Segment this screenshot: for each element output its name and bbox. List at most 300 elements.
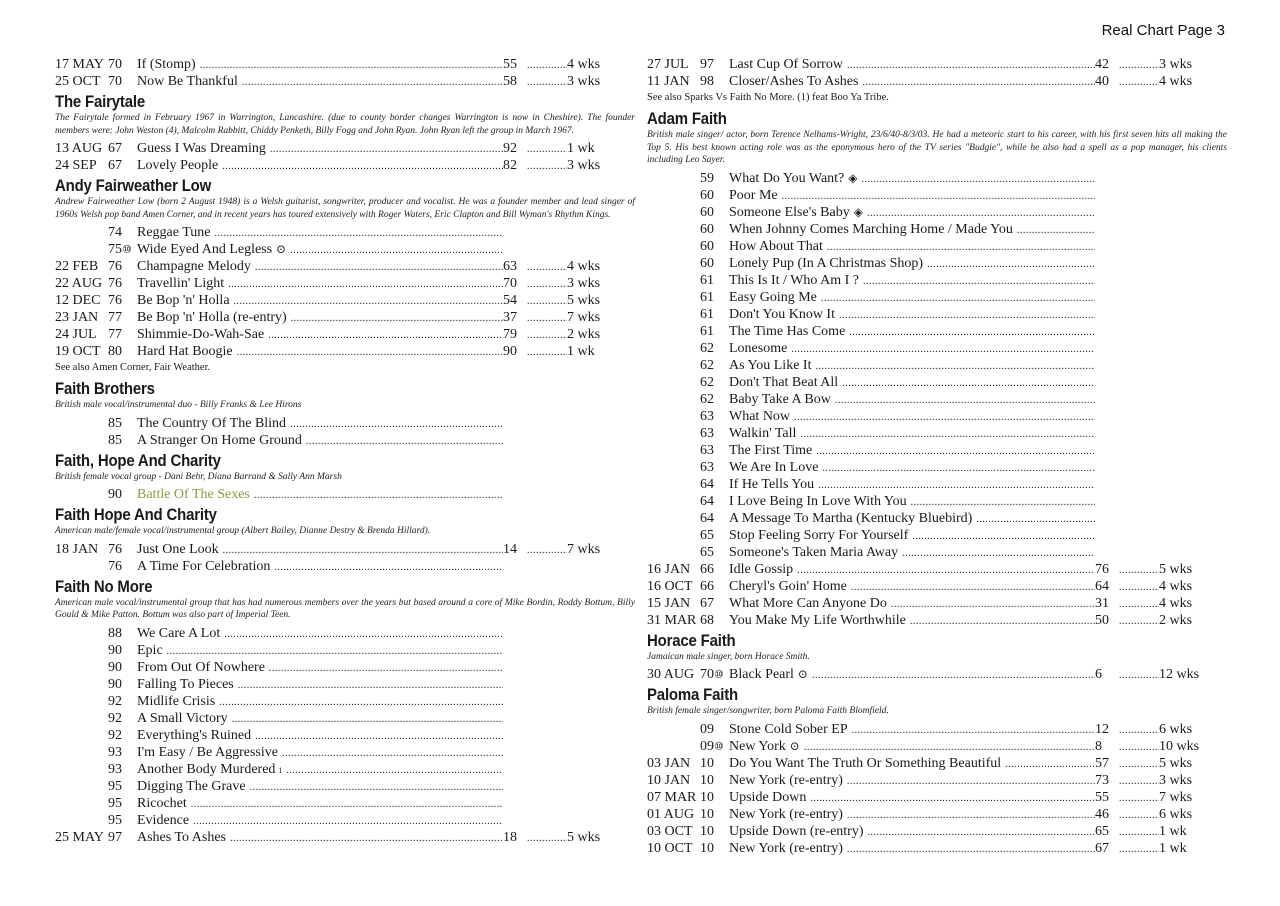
entry-title-wrap <box>137 486 503 504</box>
entry-date <box>647 255 729 272</box>
artist-heading: Faith Brothers <box>55 379 155 398</box>
peak-position: 42 <box>1095 57 1109 72</box>
entry-title-wrap <box>729 738 1095 756</box>
chart-entry <box>647 73 1227 90</box>
entry-year: 67 <box>108 141 122 156</box>
entry-year: 66 <box>700 578 714 594</box>
leader-dots <box>189 813 503 830</box>
chart-entry <box>647 56 1227 73</box>
leader-dots <box>211 225 504 242</box>
leader-dots <box>1113 807 1159 824</box>
chart-entry <box>55 486 635 503</box>
entry-title-wrap <box>729 391 1095 409</box>
leader-dots <box>812 443 1095 460</box>
entry-year: 90 <box>108 659 122 675</box>
entry-title-wrap <box>137 309 503 327</box>
chart-entry <box>647 238 1227 255</box>
entry-title: The First Time <box>729 442 813 458</box>
entry-date <box>647 561 729 578</box>
entry-date <box>55 625 137 642</box>
leader-dots <box>224 276 503 293</box>
entry-title-wrap <box>729 442 1095 460</box>
entry-title: If He Tells You <box>729 476 815 492</box>
entry-title: Another Body Murdered <box>137 761 276 777</box>
leader-dots <box>1113 613 1159 630</box>
entry-date <box>55 73 137 90</box>
entry-date <box>647 374 729 391</box>
peak-position: 40 <box>1095 74 1109 89</box>
entry-date <box>647 340 729 357</box>
entry-year: 66 <box>700 561 714 577</box>
entry-date <box>647 73 729 90</box>
entry-title-wrap <box>137 693 503 711</box>
leader-dots <box>906 613 1095 630</box>
entry-date <box>647 170 729 187</box>
number-one-icon: ⑩ <box>122 244 132 256</box>
weeks-on-chart: 5 wks <box>567 293 601 308</box>
leader-dots <box>1013 222 1095 239</box>
chart-entry <box>55 829 635 846</box>
leader-dots <box>835 307 1095 324</box>
entry-title-wrap <box>137 558 503 576</box>
leader-dots <box>302 433 503 450</box>
entry-title-wrap <box>137 140 503 158</box>
entry-title-wrap <box>729 170 1095 188</box>
leader-dots <box>266 141 503 158</box>
peak-position: 63 <box>503 259 517 274</box>
entry-title-wrap <box>137 727 503 745</box>
entry-title-wrap <box>729 806 1095 824</box>
chart-entry <box>647 323 1227 340</box>
leader-dots <box>887 596 1095 613</box>
entry-title-wrap <box>137 415 503 433</box>
leader-dots <box>848 722 1095 739</box>
entry-date <box>55 829 137 846</box>
see-also-note: See also Amen Corner, Fair Weather. <box>55 362 211 373</box>
entry-title: Poor Me <box>729 187 778 203</box>
entry-year: 62 <box>700 391 714 407</box>
entry-title-wrap <box>137 56 503 74</box>
leader-dots <box>793 562 1095 579</box>
weeks-on-chart: 4 wks <box>567 259 601 274</box>
entry-date <box>55 258 137 275</box>
leader-dots <box>843 807 1095 824</box>
weeks-on-chart: 10 wks <box>1159 738 1200 754</box>
entry-title-wrap <box>137 73 503 91</box>
entry-title: From Out Of Nowhere <box>137 659 265 675</box>
entry-day-month: 12 DEC <box>55 293 101 308</box>
leader-dots <box>286 242 503 259</box>
chart-entry <box>55 795 635 812</box>
leader-dots <box>806 790 1095 807</box>
entry-day-month: 01 AUG <box>647 806 695 822</box>
leader-dots <box>220 626 503 643</box>
entry-year: 98 <box>700 74 714 89</box>
artist-description: The Fairytale formed in February 1967 in Warrington, Lancashire. (due to county border changes Warrington is now in Cheshire). The founder members were: John Weston (4), Malcolm Rabbitt, Chiddy Penketh, Billy Fogg and John Ryan. John Ryan left the group in March 1967. <box>55 113 635 136</box>
weeks-on-chart: 6 wks <box>1159 721 1193 737</box>
entry-date <box>647 510 729 527</box>
entry-title: Hard Hat Boogie <box>137 344 233 359</box>
entry-day-month: 27 JUL <box>647 57 689 72</box>
entry-title: You Make My Life Worthwhile <box>729 612 906 628</box>
entry-year: 76 <box>108 558 122 574</box>
peak-position: 54 <box>503 293 517 308</box>
entry-title-wrap <box>729 840 1095 858</box>
entry-title: New York <box>729 738 786 754</box>
right-column <box>647 56 1227 857</box>
chart-entry <box>647 544 1227 561</box>
leader-dots <box>163 643 503 660</box>
entry-year: 62 <box>700 357 714 373</box>
footnote-marker: 1 <box>278 765 283 775</box>
entry-date <box>55 275 137 292</box>
entry-year: 63 <box>700 425 714 441</box>
entry-date <box>647 578 729 595</box>
entry-title-wrap <box>137 744 503 762</box>
circled-dot-icon: ⊙ <box>276 242 287 256</box>
entry-title-wrap <box>729 323 1095 341</box>
leader-dots <box>808 667 1095 684</box>
chart-entry <box>55 275 635 292</box>
entry-title: Black Pearl <box>729 667 794 682</box>
leader-dots <box>521 259 567 276</box>
chart-entry <box>55 710 635 727</box>
entry-title: If (Stomp) <box>137 57 196 72</box>
leader-dots <box>1113 722 1159 739</box>
weeks-on-chart: 7 wks <box>1159 789 1193 805</box>
entry-date <box>647 738 729 756</box>
entry-year: 09 <box>700 738 714 754</box>
artist-heading: Faith, Hope And Charity <box>55 450 221 470</box>
entry-day-month: 22 FEB <box>55 259 99 274</box>
entry-date <box>647 666 729 684</box>
weeks-on-chart: 5 wks <box>1159 755 1193 771</box>
artist-heading: Faith Hope And Charity <box>55 505 217 524</box>
entry-title: We Are In Love <box>729 459 819 475</box>
entry-title: Do You Want The Truth Or Something Beautiful <box>729 755 1002 771</box>
leader-dots <box>863 205 1095 222</box>
leader-dots <box>270 559 503 576</box>
peak-position: 18 <box>503 829 517 845</box>
entry-year: 61 <box>700 272 714 288</box>
entry-date <box>55 710 137 727</box>
entry-year: 09 <box>700 721 714 737</box>
peak-position: 70 <box>503 276 517 291</box>
entry-title: Don't You Know It <box>729 306 835 322</box>
entry-year: 90 <box>108 676 122 692</box>
number-one-icon: ⑩ <box>714 669 724 681</box>
leader-dots <box>521 344 567 361</box>
entry-title: Digging The Grave <box>137 778 246 794</box>
chart-entry <box>55 292 635 309</box>
artist-heading: The Fairytale <box>55 92 146 111</box>
entry-year: 92 <box>108 727 122 743</box>
artist-description: American male vocal/instrumental group that has had numerous members over the years but based around a core of Mike Bordin, Roddy Bottum, Billy Gould & Mike Patton. Bottum was also part of Imperial Teen. <box>55 597 635 620</box>
entry-date <box>647 357 729 374</box>
chart-entry <box>55 343 635 360</box>
entry-title: I Love Being In Love With You <box>729 493 907 509</box>
entry-year: 67 <box>700 595 714 611</box>
entry-year: 61 <box>700 289 714 305</box>
weeks-on-chart: 3 wks <box>567 276 601 291</box>
leader-dots <box>219 542 503 559</box>
entry-title: What Now <box>729 408 791 424</box>
peak-position: 12 <box>1095 721 1109 737</box>
entry-day-month: 24 JUL <box>55 327 97 342</box>
leader-dots <box>907 494 1095 511</box>
chart-entry <box>55 241 635 258</box>
entry-day-month: 17 MAY <box>55 57 104 72</box>
entry-year: 62 <box>700 340 714 356</box>
leader-dots <box>1113 824 1159 841</box>
weeks-on-chart: 3 wks <box>1159 772 1193 788</box>
entry-title: Lonely Pup (In A Christmas Shop) <box>729 255 924 271</box>
entry-date <box>55 558 137 575</box>
entry-date <box>55 343 137 360</box>
weeks-on-chart: 1 wk <box>567 141 595 156</box>
entry-year: 64 <box>700 493 714 509</box>
leader-dots <box>286 416 503 433</box>
peak-position: 92 <box>503 141 517 156</box>
circled-dot-icon: ⊙ <box>789 738 800 753</box>
chart-entry <box>55 432 635 449</box>
chart-entry <box>647 408 1227 425</box>
entry-title: Everything's Ruined <box>137 727 252 743</box>
chart-entry <box>647 442 1227 459</box>
entry-title: Walkin' Tall <box>729 425 797 441</box>
entry-year: 90 <box>108 642 122 658</box>
leader-dots <box>1113 596 1159 613</box>
entry-year: 75 <box>108 242 122 257</box>
entry-date <box>647 425 729 442</box>
entry-title: What Do You Want? <box>729 170 845 186</box>
leader-dots <box>1113 579 1159 596</box>
peak-position: 14 <box>503 541 517 557</box>
entry-title-wrap <box>729 595 1095 613</box>
chart-entry <box>647 374 1227 391</box>
entry-date <box>55 659 137 676</box>
chart-entry <box>647 289 1227 306</box>
leader-dots <box>251 728 503 745</box>
entry-date <box>55 744 137 761</box>
entry-title: Champagne Melody <box>137 259 251 274</box>
leader-dots <box>823 239 1095 256</box>
entry-date <box>647 272 729 289</box>
leader-dots <box>1113 841 1159 858</box>
leader-dots <box>521 542 567 559</box>
leader-dots <box>1113 756 1159 773</box>
leader-dots <box>218 158 503 175</box>
weeks-on-chart: 3 wks <box>1159 57 1193 72</box>
peak-position: 67 <box>1095 840 1109 856</box>
entry-date <box>647 306 729 323</box>
circled-dot-icon: ⊙ <box>797 667 808 681</box>
leader-dots <box>1113 57 1159 74</box>
entry-day-month: 23 JAN <box>55 310 99 325</box>
entry-title-wrap <box>137 676 503 694</box>
entry-title: Ashes To Ashes <box>137 829 226 845</box>
weeks-on-chart: 6 wks <box>1159 806 1193 822</box>
leader-dots <box>811 358 1095 375</box>
entry-year: 97 <box>108 829 122 845</box>
entry-title-wrap <box>729 721 1095 739</box>
chart-entry <box>647 340 1227 357</box>
entry-title: Guess I Was Dreaming <box>137 141 266 156</box>
entry-year: 60 <box>700 255 714 271</box>
entry-date <box>647 221 729 238</box>
entry-title-wrap <box>729 306 1095 324</box>
leader-dots <box>814 477 1095 494</box>
chart-entry <box>647 476 1227 493</box>
entry-title-wrap <box>137 224 503 242</box>
chart-entry <box>647 789 1227 806</box>
entry-title-wrap <box>137 541 503 559</box>
leader-dots <box>521 74 567 91</box>
peak-position: 65 <box>1095 823 1109 839</box>
leader-dots <box>838 375 1095 392</box>
weeks-on-chart: 4 wks <box>1159 578 1193 594</box>
chart-entry <box>647 772 1227 789</box>
entry-date <box>647 789 729 806</box>
peak-position: 8 <box>1095 738 1102 754</box>
leader-dots <box>264 327 503 344</box>
entry-title: When Johnny Comes Marching Home / Made You <box>729 221 1013 237</box>
leader-dots <box>778 188 1095 205</box>
entry-date <box>55 140 137 157</box>
entry-title-wrap <box>729 476 1095 494</box>
entry-date <box>55 157 137 174</box>
entry-day-month: 03 JAN <box>647 755 691 771</box>
chart-entry <box>647 204 1227 221</box>
leader-dots <box>250 487 503 504</box>
leader-dots <box>226 830 503 847</box>
leader-dots <box>847 579 1095 596</box>
entry-title: Upside Down <box>729 789 807 805</box>
left-column <box>55 56 635 846</box>
chart-entry <box>647 357 1227 374</box>
weeks-on-chart: 3 wks <box>567 74 601 89</box>
leader-dots <box>521 830 567 847</box>
diamond-icon: ◈ <box>853 204 863 219</box>
entry-year: 59 <box>700 170 714 186</box>
entry-date <box>55 56 137 73</box>
entry-title-wrap <box>729 272 1095 290</box>
leader-dots <box>1113 739 1159 756</box>
diamond-icon: ◈ <box>848 170 858 185</box>
entry-date <box>55 642 137 659</box>
artist-description: British male vocal/instrumental duo - Billy Franks & Lee Hirons <box>55 400 302 410</box>
peak-position: 50 <box>1095 612 1109 628</box>
entry-title-wrap <box>729 510 1095 528</box>
entry-date <box>647 840 729 857</box>
peak-position: 90 <box>503 344 517 359</box>
chart-entry <box>647 187 1227 204</box>
entry-title: The Time Has Come <box>729 323 846 339</box>
chart-entry <box>55 761 635 778</box>
entry-day-month: 18 JAN <box>55 541 99 557</box>
chart-entry <box>647 255 1227 272</box>
entry-year: 97 <box>700 57 714 72</box>
entry-date <box>55 727 137 744</box>
peak-position: 31 <box>1095 595 1109 611</box>
entry-title-wrap <box>137 761 503 779</box>
entry-title: The Country Of The Blind <box>137 415 287 431</box>
entry-title: Cheryl's Goin' Home <box>729 578 847 594</box>
chart-entry <box>647 666 1227 683</box>
chart-entry <box>647 459 1227 476</box>
entry-date <box>647 323 729 340</box>
entry-year: 63 <box>700 442 714 458</box>
chart-entry <box>647 823 1227 840</box>
entry-title: Idle Gossip <box>729 561 794 577</box>
chart-entry <box>647 510 1227 527</box>
leader-dots <box>521 276 567 293</box>
chart-entry <box>647 272 1227 289</box>
entry-year: 76 <box>108 541 122 557</box>
entry-date <box>647 612 729 629</box>
chart-entry <box>55 744 635 761</box>
entry-title-wrap <box>729 289 1095 307</box>
entry-title: Reggae Tune <box>137 225 211 240</box>
leader-dots <box>1113 562 1159 579</box>
entry-date <box>55 432 137 449</box>
entry-title: A Stranger On Home Ground <box>137 432 302 448</box>
weeks-on-chart: 4 wks <box>1159 595 1193 611</box>
entry-date <box>647 721 729 738</box>
chart-entry <box>55 56 635 73</box>
chart-entry <box>55 224 635 241</box>
peak-position: 73 <box>1095 772 1109 788</box>
leader-dots <box>1001 756 1095 773</box>
entry-day-month: 25 OCT <box>55 74 101 89</box>
chart-entry <box>647 755 1227 772</box>
entry-year: 65 <box>700 527 714 543</box>
entry-title-wrap <box>137 710 503 728</box>
chart-entry <box>55 676 635 693</box>
leader-dots <box>196 57 503 74</box>
entry-title: New York (re-entry) <box>729 840 843 856</box>
leader-dots <box>230 293 503 310</box>
entry-title-wrap <box>729 578 1095 596</box>
entry-date <box>55 778 137 795</box>
chart-entry <box>647 595 1227 612</box>
chart-entry <box>55 625 635 642</box>
entry-date <box>55 224 137 241</box>
weeks-on-chart: 5 wks <box>1159 561 1193 577</box>
entry-day-month: 03 OCT <box>647 823 693 839</box>
entry-title-wrap <box>137 157 503 175</box>
entry-year: 95 <box>108 778 122 794</box>
entry-year: 60 <box>700 238 714 254</box>
entry-year: 92 <box>108 710 122 726</box>
entry-title-wrap <box>137 432 503 450</box>
entry-year: 10 <box>700 823 714 839</box>
entry-title-wrap <box>729 238 1095 256</box>
chart-entry <box>647 721 1227 738</box>
weeks-on-chart: 1 wk <box>567 344 595 359</box>
entry-date <box>647 772 729 789</box>
chart-entry <box>647 806 1227 823</box>
leader-dots <box>238 74 503 91</box>
weeks-on-chart: 1 wk <box>1159 823 1187 839</box>
entry-year: 95 <box>108 812 122 828</box>
entry-date <box>647 493 729 510</box>
chart-entry <box>647 612 1227 629</box>
entry-date <box>55 292 137 309</box>
entry-title-wrap <box>137 812 503 830</box>
entry-year: 60 <box>700 204 714 220</box>
artist-description: British male singer/ actor, born Terence Nelhams-Wright, 23/6/40-8/3/03. He had a meteoric start to his career, with his first seven hits all making the Top 5. His best known acting role was as the eponymous hero of the TV series "Budgie", while he also had a spell as a pop manager, his clients including Leo Sayer. <box>647 130 1227 165</box>
